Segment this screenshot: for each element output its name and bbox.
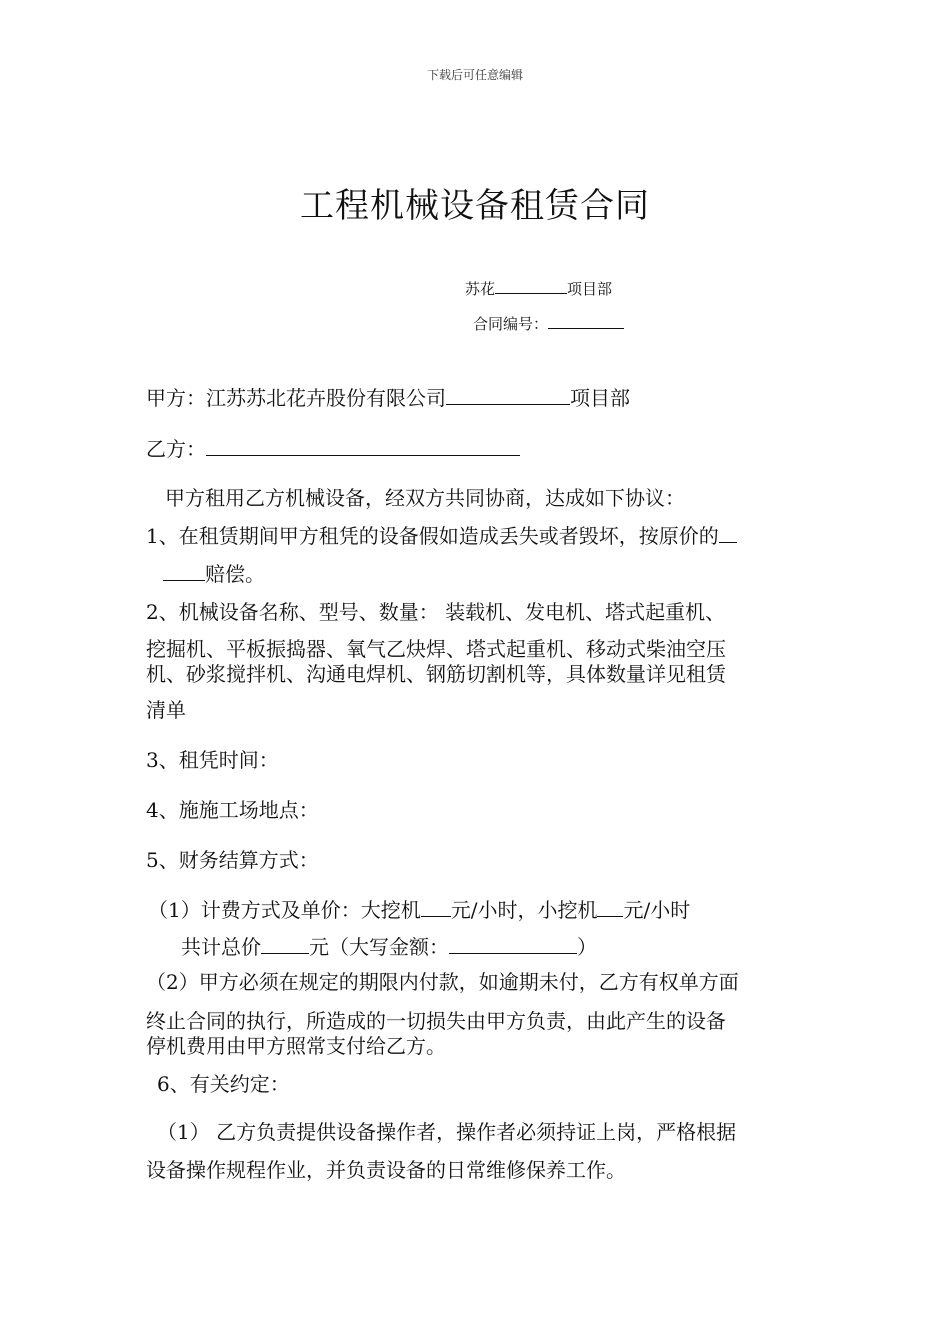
payment-line-2: 终止合同的执行，所造成的一切损失由甲方负责，由此产生的设备 (146, 1009, 726, 1033)
agreement-1-line-2: 设备操作规程作业，并负责设备的日常维修保养工作。 (146, 1158, 626, 1182)
billing-small-excavator-label: 元/小时，小挖机 (450, 898, 598, 922)
party-a-company: 江苏苏北花卉股份有限公司 (206, 386, 446, 410)
project-prefix: 苏花 (465, 279, 496, 298)
compensation-blank-start[interactable] (719, 521, 737, 543)
clause-1 (146, 520, 737, 549)
party-a-line (146, 382, 630, 411)
billing-unit: 元/小时 (623, 898, 691, 922)
party-b-label: 乙方： (146, 437, 206, 461)
large-excavator-price-blank[interactable] (421, 895, 451, 917)
small-excavator-price-blank[interactable] (597, 895, 623, 917)
payment-line-3: 停机费用由甲方照常支付给乙方。 (146, 1034, 446, 1058)
clause-1-line-2 (163, 558, 265, 587)
party-b-blank[interactable] (206, 434, 520, 456)
contract-number-blank[interactable] (548, 312, 624, 329)
clause-2-line-2: 挖掘机、平板振捣器、氧气乙炔焊、塔式起重机、移动式柴油空压 (146, 637, 726, 661)
clause-6: 6、有关约定： (157, 1072, 290, 1096)
header-note: 下载后可任意编辑 (426, 68, 523, 82)
total-price-blank[interactable] (261, 932, 309, 954)
billing-line-1 (148, 894, 690, 923)
billing-large-excavator-label: （1）计费方式及单价：大挖机 (148, 898, 421, 922)
billing-line-2 (181, 931, 597, 960)
document-title: 工程机械设备租赁合同 (300, 186, 650, 226)
party-a-suffix: 项目部 (570, 386, 630, 410)
total-price-label: 共计总价 (181, 935, 261, 959)
clause-2-line-1: 2、机械设备名称、型号、数量： 装载机、发电机、塔式起重机、 (146, 600, 726, 624)
clause-4: 4、施施工场地点： (146, 798, 319, 822)
compensation-blank-end[interactable] (163, 559, 205, 581)
party-b-line (146, 433, 520, 462)
project-suffix: 项目部 (567, 279, 613, 298)
total-price-uppercase-blank[interactable] (449, 932, 577, 954)
agreement-1-line-1: （1） 乙方负责提供设备操作者，操作者必须持证上岗，严格根据 (157, 1120, 737, 1144)
intro-text: 甲方租用乙方机械设备，经双方共同协商，达成如下协议： (165, 486, 685, 510)
contract-number-line (473, 312, 624, 334)
clause-1-line-1: 1、在租赁期间甲方租凭的设备假如造成丢失或者毁坏，按原价的 (146, 524, 719, 548)
project-name-blank[interactable] (495, 277, 567, 294)
clause-2-line-4: 清单 (146, 698, 186, 722)
party-a-label: 甲方： (146, 386, 206, 410)
contract-number-label: 合同编号： (473, 314, 549, 333)
clause-5: 5、财务结算方式： (146, 848, 319, 872)
party-a-project-blank[interactable] (446, 383, 570, 405)
clause-3: 3、租凭时间： (146, 748, 279, 772)
project-line (465, 277, 612, 299)
total-price-close: ） (577, 935, 597, 959)
total-price-uppercase-label: 元（大写金额： (309, 935, 449, 959)
clause-2-line-3: 机、砂浆搅拌机、沟通电焊机、钢筋切割机等，具体数量详见租赁 (146, 662, 726, 686)
payment-line-1: （2）甲方必须在规定的期限内付款，如逾期未付，乙方有权单方面 (146, 970, 739, 994)
clause-1-suffix: 赔偿。 (205, 562, 265, 586)
